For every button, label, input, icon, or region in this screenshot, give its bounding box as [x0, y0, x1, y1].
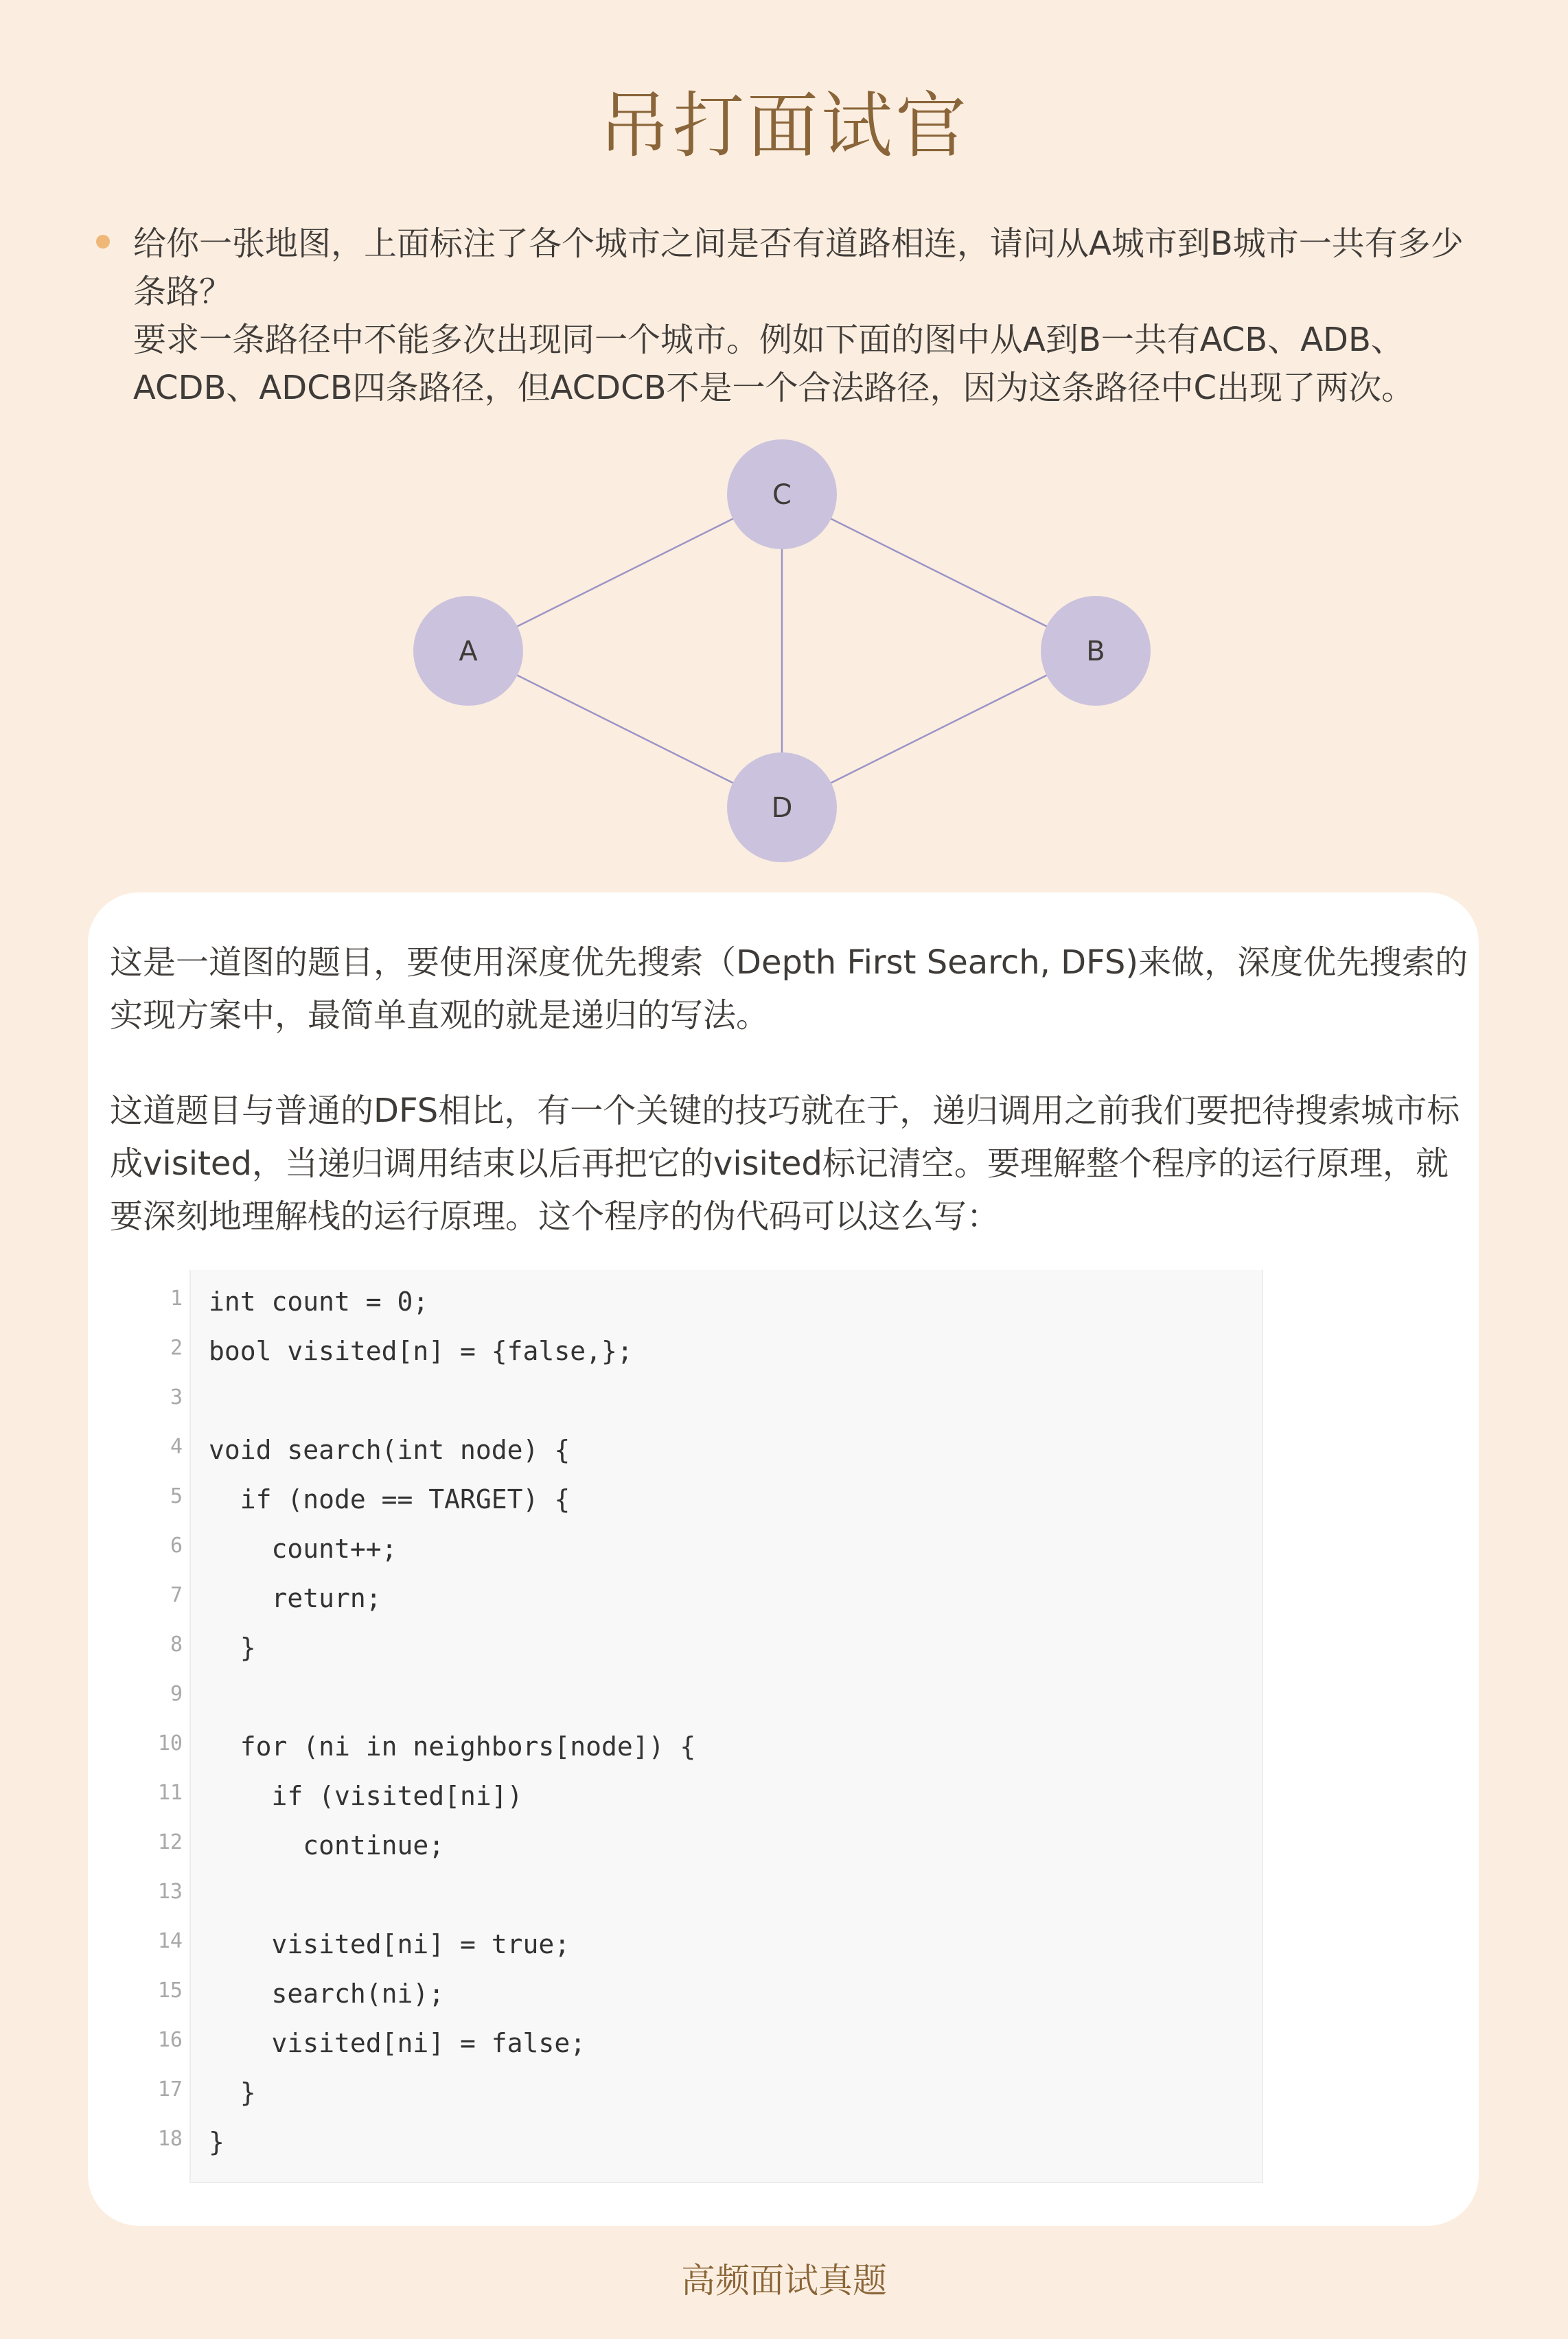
line-number: 10	[157, 1731, 183, 1755]
code-line: bool visited[n] = {false,};	[209, 1336, 633, 1366]
line-number: 13	[157, 1880, 183, 1904]
bullet-dot-icon	[96, 235, 110, 249]
line-number: 7	[170, 1583, 183, 1607]
code-line: void search(int node) {	[209, 1435, 570, 1465]
code-line: if (visited[ni])	[209, 1781, 523, 1811]
footer-text: 高频面试真题	[681, 2261, 887, 2301]
question-block	[96, 220, 1469, 412]
line-number: 16	[157, 2028, 183, 2052]
line-number: 18	[157, 2127, 183, 2151]
line-number: 15	[157, 1979, 183, 2003]
code-line: visited[ni] = true;	[209, 1929, 570, 1959]
line-number: 11	[157, 1781, 183, 1805]
node-label-a: A	[459, 636, 478, 667]
code-line: }	[209, 2127, 224, 2157]
node-label-c: C	[772, 479, 792, 511]
node-label-d: D	[771, 792, 793, 824]
line-number: 3	[170, 1385, 183, 1409]
line-number: 12	[157, 1830, 183, 1854]
code-line: }	[209, 1633, 256, 1663]
code-line: int count = 0;	[209, 1287, 429, 1317]
line-number: 8	[170, 1633, 183, 1657]
line-number: 4	[170, 1435, 183, 1459]
code-line: }	[209, 2077, 256, 2108]
code-line: for (ni in neighbors[node]) {	[209, 1731, 696, 1762]
code-line: continue;	[209, 1830, 445, 1860]
code-line: search(ni);	[209, 1979, 445, 2009]
line-number: 9	[170, 1682, 183, 1706]
node-label-b: B	[1086, 636, 1105, 667]
line-number: 17	[157, 2077, 183, 2101]
line-number: 1	[170, 1287, 183, 1311]
code-line: count++;	[209, 1534, 397, 1564]
code-area	[189, 1270, 1263, 2183]
line-number: 2	[170, 1336, 183, 1360]
line-number-gutter	[126, 1270, 189, 2183]
city-graph	[398, 426, 1167, 879]
code-line: return;	[209, 1583, 382, 1613]
code-block	[126, 1270, 1199, 2183]
question-paragraph-2: 要求一条路径中不能多次出现同一个城市。例如下面的图中从A到B一共有ACB、ADB、ACDB、ADCB四条路径，但ACDCB不是一个合法路径，因为这条路径中C出现了两次。	[133, 321, 1415, 407]
explanation-panel	[88, 892, 1479, 2226]
question-paragraph-1: 给你一张地图，上面标注了各个城市之间是否有道路相连，请问从A城市到B城市一共有多少条路？	[133, 224, 1464, 311]
line-number: 6	[170, 1534, 183, 1558]
page-title: 吊打面试官	[598, 84, 969, 168]
code-line: if (node == TARGET) {	[209, 1484, 570, 1514]
line-number: 5	[170, 1484, 183, 1508]
code-line: visited[ni] = false;	[209, 2028, 586, 2058]
explanation-paragraph-2: 这道题目与普通的DFS相比，有一个关键的技巧就在于，递归调用之前我们要把待搜索城市标成visited，当递归调用结束以后再把它的visited标记清空。要理解整个程序的运行原理，就要深刻地理解栈的运行原理。这个程序的伪代码可以这么写：	[110, 1092, 1460, 1236]
line-number: 14	[157, 1929, 183, 1953]
explanation-paragraph-1: 这是一道图的题目，要使用深度优先搜索（Depth First Search, DFS)来做，深度优先搜索的实现方案中，最简单直观的就是递归的写法。	[110, 943, 1468, 1035]
